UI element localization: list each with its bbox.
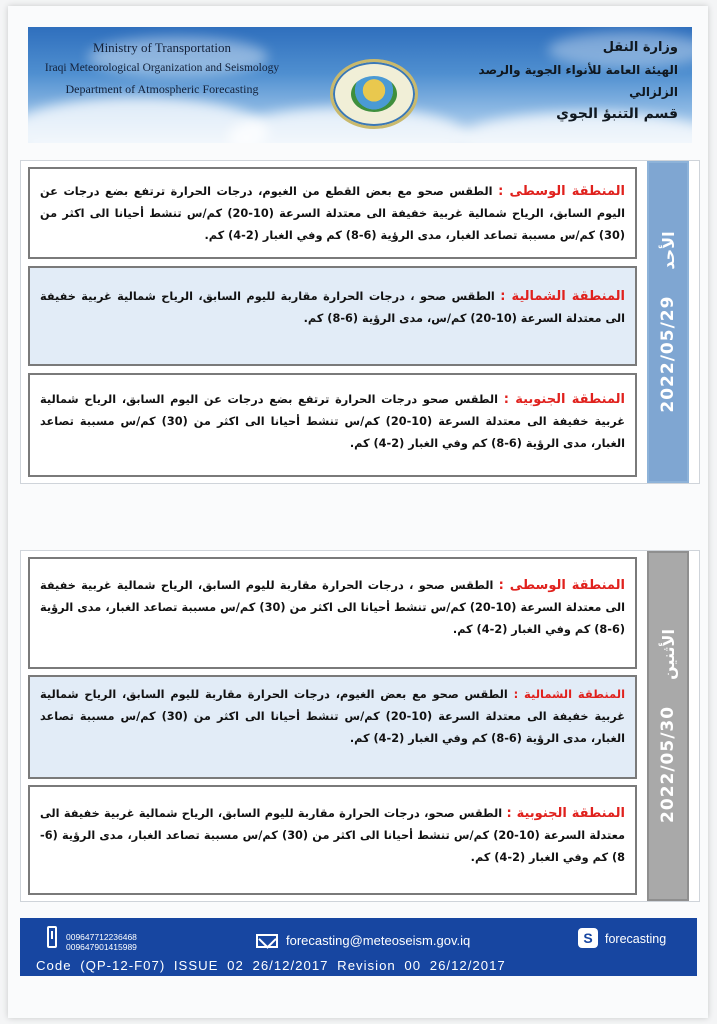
region-title: المنطقة الوسطى : bbox=[498, 578, 625, 593]
mail-icon bbox=[256, 934, 278, 948]
header-english-block bbox=[42, 37, 282, 100]
region-forecast-text: الطقس صحو درجات الحرارة ترتفع بضع درجات عن اليوم السابق، الرياح شمالية غربية خفيفة الى معتدلة السرعة (10-20) كم/س تنشط أحيانا الى اكثر من (30) كم/س مسببة تصاعد الغبار، مدى الرؤية (6-8) كم وفي الغبار (2-4) كم. bbox=[40, 393, 625, 450]
phone-icon bbox=[47, 926, 57, 948]
region-title: المنطقة الشمالية : bbox=[513, 687, 626, 701]
skype-icon: S bbox=[578, 928, 598, 948]
day-name: الأحد bbox=[658, 231, 678, 270]
contact-email[interactable]: forecasting@meteoseism.gov.iq bbox=[286, 933, 471, 948]
contact-footer bbox=[20, 918, 697, 976]
revision-label: Revision bbox=[337, 958, 396, 973]
header-arabic-block bbox=[448, 37, 678, 125]
organization-seal-icon bbox=[330, 59, 418, 129]
region-forecast-central bbox=[28, 557, 637, 669]
region-forecast-text: الطقس صحو ، درجات الحرارة مقاربة لليوم السابق، الرياح شمالية غربية خفيفة الى معتدلة السرعة (10-20) كم/س، مدى الرؤية (6-8) كم. bbox=[40, 290, 625, 325]
region-forecast-text: الطقس صحو مع بعض القطع من الغيوم، درجات الحرارة ترتفع بضع درجات عن اليوم السابق، الرياح شمالية غربية خفيفة الى معتدلة السرعة (10-20) كم/س تنشط أحيانا الى اكثر من (30) كم/س مسببة تصاعد الغبار، مدى الرؤية (6-8) كم وفي الغبار (2-4) كم. bbox=[40, 185, 625, 242]
region-forecast-north bbox=[28, 675, 637, 779]
region-forecast-central bbox=[28, 167, 637, 259]
region-forecast-text: الطقس صحو، درجات الحرارة مقاربة لليوم السابق، الرياح شمالية غربية خفيفة الى معتدلة السرعة (10-20) كم/س تنشط أحيانا الى اكثر من (30) كم/س مسببة تصاعد الغبار، مدى الرؤية (6-8) كم وفي الغبار (2-4) كم. bbox=[40, 807, 625, 864]
region-forecast-north bbox=[28, 266, 637, 366]
region-forecast-south bbox=[28, 373, 637, 477]
day-label bbox=[658, 629, 678, 823]
day-forecast-block bbox=[20, 550, 700, 902]
issue-date: 26/12/2017 bbox=[252, 958, 329, 973]
issue-label: ISSUE bbox=[173, 958, 219, 973]
ministry-title-ar: وزارة النقل bbox=[602, 40, 678, 55]
department-title-en: Department of Atmospheric Forecasting bbox=[65, 82, 259, 96]
phone-number: 009647712236468 bbox=[66, 932, 137, 942]
day-name: الأثنين bbox=[658, 629, 678, 680]
organization-title-ar: الهيئة العامة للأنواء الجوية والرصد الزلزالي bbox=[478, 63, 678, 99]
region-title: المنطقة الوسطى : bbox=[498, 184, 625, 199]
issue-value: 02 bbox=[227, 958, 244, 973]
seal-emblem bbox=[351, 76, 397, 112]
phone-numbers bbox=[66, 932, 137, 952]
region-forecast-south bbox=[28, 785, 637, 895]
ministry-title-en: Ministry of Transportation bbox=[93, 40, 231, 55]
code-value: (QP-12-F07) bbox=[80, 958, 166, 973]
region-title: المنطقة الجنوبية : bbox=[503, 392, 626, 407]
revision-date: 26/12/2017 bbox=[429, 958, 506, 973]
revision-value: 00 bbox=[404, 958, 422, 973]
forecast-date: 2022/05/29 bbox=[658, 295, 678, 413]
region-title: المنطقة الجنوبية : bbox=[506, 806, 626, 821]
header-banner bbox=[28, 27, 692, 143]
day-forecast-block bbox=[20, 160, 700, 484]
day-date-strip bbox=[647, 551, 689, 901]
region-forecast-text: الطقس صحو ، درجات الحرارة مقاربة لليوم السابق، الرياح شمالية غربية خفيفة الى معتدلة السرعة (10-20) كم/س تنشط أحيانا الى اكثر من (30) كم/س مسببة تصاعد الغبار، مدى الرؤية (6-8) كم وفي الغبار (2-4) كم. bbox=[40, 579, 626, 636]
skype-handle[interactable]: forecasting bbox=[605, 932, 667, 946]
region-forecast-text: الطقس صحو مع بعض الغيوم، درجات الحرارة مقاربة لليوم السابق، الرياح شمالية غربية خفيفة الى معتدلة السرعة (10-20) كم/س تنشط أحيانا الى اكثر من (30) كم/س مسببة تصاعد الغبار، مدى الرؤية (6-8) كم وفي الغبار (2-4) كم. bbox=[40, 688, 625, 745]
region-title: المنطقة الشمالية : bbox=[500, 289, 625, 304]
document-code-line bbox=[36, 958, 684, 973]
day-label bbox=[658, 231, 678, 412]
phone-number: 009647901415989 bbox=[66, 942, 137, 952]
forecast-date: 2022/05/30 bbox=[658, 705, 678, 823]
organization-title-en: Iraqi Meteorological Organization and Seismology bbox=[44, 62, 280, 74]
department-title-ar: قسم التنبؤ الجوي bbox=[556, 106, 678, 122]
day-date-strip bbox=[647, 161, 689, 483]
code-label: Code bbox=[36, 958, 72, 973]
